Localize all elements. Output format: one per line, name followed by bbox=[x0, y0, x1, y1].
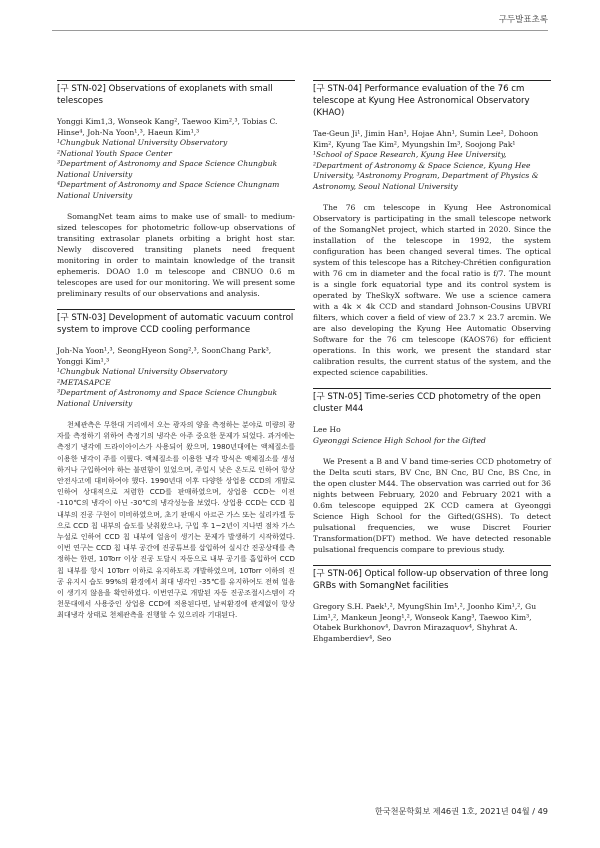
left-column bbox=[57, 80, 295, 631]
section-title: [구 STN-04] Performance evaluation of the 76 cm telescope at Kyung Hee Astronomical Observatory (KHAO) bbox=[313, 80, 551, 119]
author-list: Lee Ho bbox=[313, 425, 341, 434]
author-list: Gregory S.H. Paek¹,², MyungShin Im¹,², Joonho Kim¹,², Gu Lim¹,², Mankeun Jeong¹,², Wonseok Kang³, Taewoo Kim³, Otabek Burkhonov⁴, Davron Mirazaquov⁴, Shyhrat A. Ehgamberdiev⁴, Seo bbox=[313, 602, 537, 643]
affiliation: Gyeonggi Science High School for the Gifted bbox=[313, 435, 486, 445]
page-footer: 한국천문학회보 제46권 1호, 2021년 04월 / 49 bbox=[374, 806, 548, 816]
abstract-stn-05 bbox=[313, 388, 551, 555]
section-title: [구 STN-02] Observations of exoplanets with small telescopes bbox=[57, 80, 295, 107]
author-list: Tae-Geun Ji¹, Jimin Han¹, Hojae Ahn¹, Sumin Lee², Dohoon Kim², Kyung Tae Kim², Myungshin Im³, Soojong Pak¹ bbox=[313, 129, 539, 149]
header-label: 구두발표초록 bbox=[498, 15, 548, 25]
abstract-text: The 76 cm telescope in Kyung Hee Astronomical Observatory is participating in the small telescope network of the SomangNet project, which started in 2020. Since the installation of the telescope in 1992, the system configuration has been changed several times. The optical system of this telescope has a Ritchey-Chrétien configuration with 76 cm in diameter and the focal ratio is f/7. The mount is a single fork equatorial type and its control system is operated by TheSkyX software. We use a science camera with a 4k × 4k CCD and standard Johnson-Cousins UBVRI filters, which cover a field of view of 23.7 × 23.7 arcmin. We are also developing the Kyung Hee Automatic Observing Software for the 76 cm telescope (KAOS76) for efficient operations. In this work, we present the standard star calibration results, the current status of the system, and the expected science capabilities. bbox=[313, 203, 551, 377]
section-title: [구 STN-06] Optical follow-up observation of three long GRBs with SomangNet facilities bbox=[313, 565, 551, 592]
page-header bbox=[0, 0, 600, 32]
abstract-stn-03 bbox=[57, 309, 295, 621]
affiliation: ³Department of Astronomy and Space Science Chungbuk National University bbox=[57, 388, 278, 408]
abstract-stn-02 bbox=[57, 80, 295, 299]
abstract-stn-04 bbox=[313, 80, 551, 378]
affiliation: ²National Youth Space Center bbox=[57, 148, 172, 158]
section-title: [구 STN-03] Development of automatic vacuum control system to improve CCD cooling performance bbox=[57, 309, 295, 336]
header-rule bbox=[52, 30, 548, 31]
right-column bbox=[313, 80, 551, 654]
abstract-text: SomangNet team aims to make use of small- to medium-sized telescopes for photometric follow-up observations of transiting extrasolar planets orbiting a bright host star. Newly discovered transiting planets need frequent monitoring in order to maintain knowledge of the transit ephemeris. DOAO 1.0 m telescope and CBNUO 0.6 m telescopes are used for our monitoring. We will present some preliminary results of our observations and analysis. bbox=[57, 212, 295, 298]
affiliation: ⁴Department of Astronomy and Space Science Chungnam National University bbox=[57, 180, 280, 200]
affiliation: ¹Chungbuk National University Observatory bbox=[57, 367, 228, 376]
affiliation: ¹Chungbuk National University Observatory bbox=[57, 138, 228, 147]
section-title: [구 STN-05] Time-series CCD photometry of the open cluster M44 bbox=[313, 388, 551, 415]
abstract-text: We Present a B and V band time-series CCD photometry of the Delta scuti stars, BV Cnc, BN Cnc, BU Cnc, BS Cnc, in the open cluster M44. The observation was carried out for 36 nights between February, 2020 and February 2021 with a 0.6m telescope equipped 2K CCD camera at Gyeonggi Science High School for the Gifted(GSHS). To detect pulsational frequencies, we wuse Discret Fourier Transformation(DFT) method. We have detected resonable pulsational frequencis compare to previous study. bbox=[313, 457, 551, 554]
affiliation: ¹School of Space Research, Kyung Hee University, ²Department of Astronomy & Space Science, Kyung Hee University, ³Astronomy Program, Department of Physics & Astronomy, Seoul National University bbox=[313, 150, 539, 191]
author-list: Joh-Na Yoon¹,³, SeongHyeon Song²,³, SoonChang Park³, Yonggi Kim¹,³ bbox=[57, 346, 272, 366]
author-list: Yonggi Kim1,3, Wonseok Kang², Taewoo Kim²,³, Tobias C. Hinse⁴, Joh-Na Yoon¹,³, Haeun Kim¹,³ bbox=[57, 117, 278, 137]
abstract-text: 천체관측은 무한대 거리에서 오는 광자의 양을 측정하는 분야로 미량의 광자를 측정하기 위하여 측정기의 냉각은 아주 중요한 문제가 되었다. 과거에는 측정기 냉각에 드라이아이스가 사용되어 왔으며, 1980년대에는 액체질소를 이용한 냉각이 주를 이뤘다. 액체질소를 이용한 냉각 방식은 액체질소를 생성하거나 구입하여야 하는 불편함이 있었으며, 주입시 낮은 온도로 인하여 항상 안전사고에 대비하여야 했다. 1990년대 이후 다양한 상업용 CCD의 개발로 인하여 상대적으로 저렴한 CCD를 판매하였으며, 상업용 CCD는 이전 -110℃의 냉각이 아닌 -30℃의 냉각성능을 보였다. 상업용 CCD는 CCD 칩 내부의 진공 구현이 미비하였으며, 초기 판매시 아르곤 가스 또는 실리카겔 등으로 CCD 칩 내부의 습도를 낮춰왔으나, 구입 후 1~2년이 지나면 점차 가스 누설로 인하여 CCD 칩 내부에 얼음이 생기는 문제가 발생하기 시작하였다. 이번 연구는 CCD 칩 내부 공간에 진공튜브를 삽입하여 실시간 진공상태를 측정하는 한편, 10Torr 이상 진공 도달시 자동으로 내부 공기를 흡입하여 CCD 칩 내부를 항시 10Torr 이하로 유지하도록 개발하였으며, 10Torr 이하의 진공 유지시 습도 99%의 환경에서 최대 냉각인 -35℃를 유지하여도 전혀 얼음이 생기지 않음을 확인하였다. 이번연구로 개발된 자동 진공조절시스템이 각 천문대에서 사용중인 상업용 CCD에 적용된다면, 날씨환경에 관계없이 항상 최대냉각 상태로 천체관측을 진행할 수 있으리라 기대된다. bbox=[57, 420, 295, 620]
affiliation: ³Department of Astronomy and Space Science Chungbuk National University bbox=[57, 159, 278, 179]
abstract-stn-06 bbox=[313, 565, 551, 644]
affiliation: ²METASAPCE bbox=[57, 377, 111, 387]
